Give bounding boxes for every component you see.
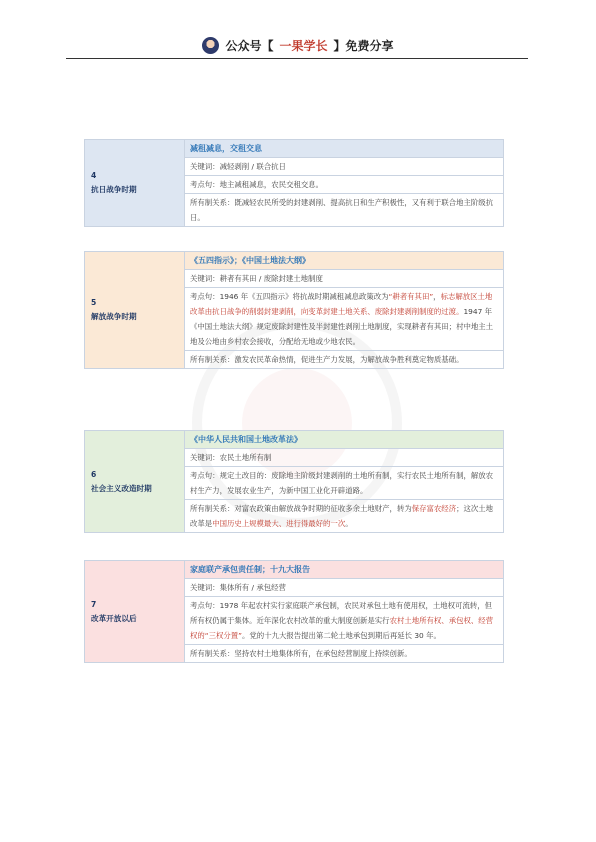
section-points [185,288,503,351]
header-suffix: 】免费分享 [333,38,394,53]
section-block-4 [84,139,504,227]
section-period: 抗日战争时期 [91,185,137,194]
section-keywords: 关键词：集体所有 / 承包经营 [185,579,503,597]
section-period: 社会主义改造时期 [91,483,152,493]
section-number: 7 [91,599,97,609]
page-header [0,34,596,56]
relation-text: 所有制关系：对富农政策由解放战争时期的征收多余土地财产，转为 [190,504,412,513]
section-number: 5 [91,298,97,307]
section-points: 考点句：规定土改目的：废除地主阶级封建剥削的土地所有制，实行农民土地所有制，解放农村生产力，发展农业生产，为新中国工业化开辟道路。 [185,467,503,500]
section-label [85,252,185,368]
section-relation: 所有制关系：激发农民革命热情，促进生产力发展，为解放战争胜利奠定物质基础。 [190,355,464,364]
relation-text: 。 [345,519,353,528]
points-text: 。党的十九大报告提出第二轮土地承包到期后再延长 30 年。 [242,631,441,640]
section-block-6 [84,430,504,533]
section-points: 考点句：地主减租减息，农民交租交息。 [185,176,503,194]
section-title: 《五四指示》；《中国土地法大纲》 [185,252,503,270]
points-text: ， [433,292,441,301]
points-highlight: 农村土地所有权、承包权、经营权的“三权分置” [190,616,494,640]
section-relation: 所有制关系：坚持农村土地集体所有，在承包经营制度上持续创新。 [190,649,412,658]
points-text: 1947 年《中国土地法大纲》规定废除封建性及半封建性剥削土地制度，实现耕者有其田；村中地主土地及公地由乡村农会接收，分配给无地或少地农民。 [190,307,494,346]
section-title: 家庭联产承包责任制；十九大报告 [185,561,503,579]
relation-highlight: 中国历史上规模最大、进行得最好的一次 [212,519,346,528]
section-relation: 所有制关系：既减轻农民所受的封建剥削、提高抗日和生产积极性，又有利于联合地主阶级抗日。 [190,198,494,222]
section-title: 《中华人民共和国土地改革法》 [185,431,503,449]
section-number: 6 [91,469,97,479]
points-text: 考点句：1978 年起农村实行家庭联产承包制，农民对承包土地有使用权，土地权可流转，但所有权仍属于集体。近年深化农村改革的重大制度创新是实行 [190,601,493,625]
section-keywords: 关键词：耕者有其田 / 废除封建土地制度 [185,270,503,288]
section-period: 解放战争时期 [91,312,137,321]
section-keywords: 关键词：农民土地所有制 [185,449,503,467]
section-label [85,140,185,226]
header-divider [66,58,528,59]
section-period: 改革开放以后 [91,613,137,623]
header-prefix: 公众号【 [225,38,274,53]
section-label [85,431,185,532]
points-highlight: 标志解放区土地改革由抗日战争的削弱封建剥削，向变革封建土地关系、废除封建剥削制度的过渡。 [190,292,493,316]
section-label [85,561,185,662]
points-text: 考点句：1946 年《五四指示》将抗战时期减租减息政策改为 [190,292,389,301]
section-points [185,597,503,645]
section-keywords: 关键词：减轻剥削 / 联合抗日 [185,158,503,176]
section-block-5 [84,251,504,369]
avatar-icon [202,37,219,54]
section-title: 减租减息，交租交息 [185,140,503,158]
section-number: 4 [91,171,97,180]
relation-highlight: 保存富农经济 [411,504,457,513]
header-brand: 一果学长 [279,38,328,53]
section-relation [185,500,503,532]
relation-text: ；这次土地改革是 [190,504,494,528]
points-highlight: “耕者有其田” [388,292,434,301]
section-block-7 [84,560,504,663]
